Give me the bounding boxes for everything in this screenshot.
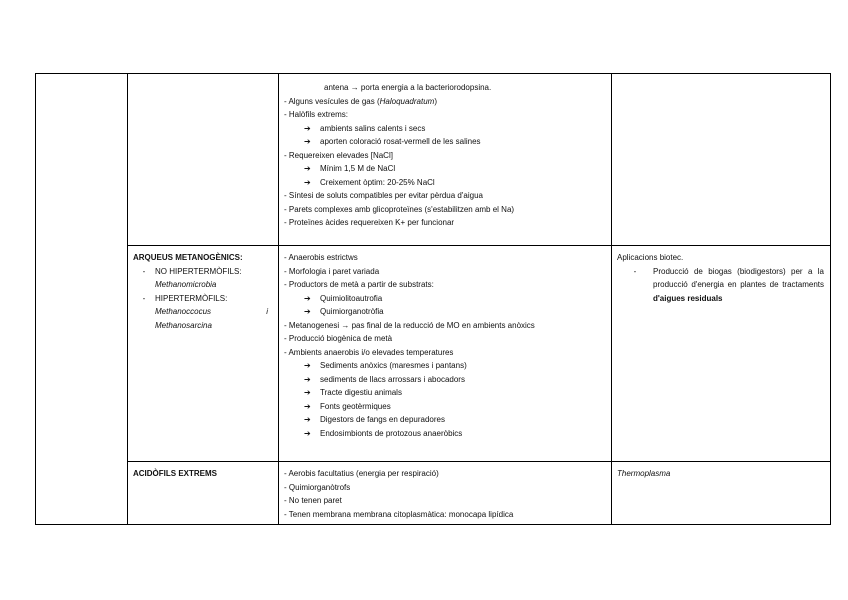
text-line: - Anaerobis estrictws [284,253,358,262]
text-line: - Morfologia i paret variada [284,266,380,276]
text-line: - Aerobis facultatius (energia per respiració) [284,469,439,478]
row-divider-1 [127,245,830,246]
text-line: ➔ Mínim 1,5 M de NaCl [284,162,609,176]
text-line: ➔ Fonts geotèrmiques [284,400,609,414]
arrow-icon: ➔ [304,401,311,411]
text-line: ➔ sediments de llacs arrossars i abocadors [284,373,609,387]
text-line: ➔ Quimiolitoautrofia [284,292,609,306]
arrow-icon: ➔ [304,428,311,438]
row-divider-2 [127,461,830,462]
text-line: - Alguns vesícules de gas (Haloquadratum) [284,96,437,106]
text-line: - Quimiorganòtrofs [284,482,351,492]
list-item: - NO HIPERTERMÒFILS: Methanomicrobia [133,265,276,292]
group-example: Methanoccocus i [155,307,268,316]
row2-group [133,251,276,332]
application-text: Producció de biogas (biodigestors) per a la producció d'energia en plantes de tractaments d'aigues residuals [653,266,824,303]
organism-example: Thermoplasma [617,469,671,478]
list-item: - HIPERTERMÒFILS: Methanoccocus i Methanosarcina [133,292,276,333]
row3-example [617,467,824,481]
group-label: HIPERTERMÒFILS: [155,293,228,303]
row3-group [133,467,276,481]
text-line: ➔ Endosimbionts de protozous anaeròbics [284,427,609,441]
applications-title: Aplicacions biotec. [617,253,684,262]
text-line: - Productors de metà a partir de substrats: [284,280,434,289]
row3-characteristics [284,467,609,521]
column-divider-1 [127,74,128,524]
arrow-icon: ➔ [304,293,311,303]
text-line: ➔ Sediments anòxics (maresmes i pantans) [284,359,609,373]
row2-applications [617,251,824,305]
text-line: ➔ Digestors de fangs en depuradores [284,413,609,427]
text-line: - Parets complexes amb glicoproteïnes (s'estabilitzen amb el Na) [284,204,515,214]
arrow-icon: ➔ [304,137,311,146]
group-label: NO HIPERTERMÒFILS: [155,266,242,276]
group-example: Methanomicrobia [155,280,217,289]
column-divider-3 [611,74,612,524]
arrow-icon: ➔ [304,307,311,316]
text-line: - Proteïnes àcides requereixen K+ per funcionar [284,218,455,227]
arrow-icon: ➔ [304,123,311,133]
text-line: - No tenen paret [284,496,342,505]
arrow-icon: ➔ [304,177,311,187]
arrow-icon: ➔ [304,361,311,370]
arrow-icon: ➔ [304,164,311,173]
text-line: - Síntesi de soluts compatibles per evitar pèrdua d'aigua [284,191,483,200]
text-line: - Tenen membrana membrana citoplasmàtica: monocapa lipídica [284,509,514,519]
group-example: Methanosarcina [155,320,212,330]
column-divider-2 [278,74,279,524]
group-title: ARQUEUS METANOGÈNICS: [133,253,243,262]
list-item: - Producció de biogas (biodigestors) per a la producció d'energia en plantes de tractaments d'aigues residuals [617,265,824,306]
row2-characteristics [284,251,609,440]
arrow-icon: ➔ [304,388,311,397]
text-line: ➔ Tracte digestiu animals [284,386,609,400]
row1-characteristics [284,81,609,230]
text-line: ➔ ambients salins calents i secs [284,122,609,136]
arrow-icon: ➔ [304,374,311,384]
text-line: antena → porta energia a la bacteriorodopsina. [324,83,492,92]
text-line: ➔ aporten coloració rosat-vermell de les salines [284,135,609,149]
text-line: ➔ Quimiorganotròfia [284,305,609,319]
text-line: - Requereixen elevades [NaCl] [284,150,393,160]
text-line: - Metanogenesi → pas final de la reducció de MO en ambients anòxics [284,320,535,330]
classification-table [35,73,831,525]
text-line: - Producció biogènica de metà [284,334,393,343]
arrow-icon: ➔ [304,415,311,424]
text-line: - Halòfils extrems: [284,110,349,119]
text-line: ➔ Creixement òptim: 20-25% NaCl [284,176,609,190]
text-line: - Ambients anaerobis i/o elevades temperatures [284,347,454,357]
group-title: ACIDÒFILS EXTREMS [133,469,218,478]
